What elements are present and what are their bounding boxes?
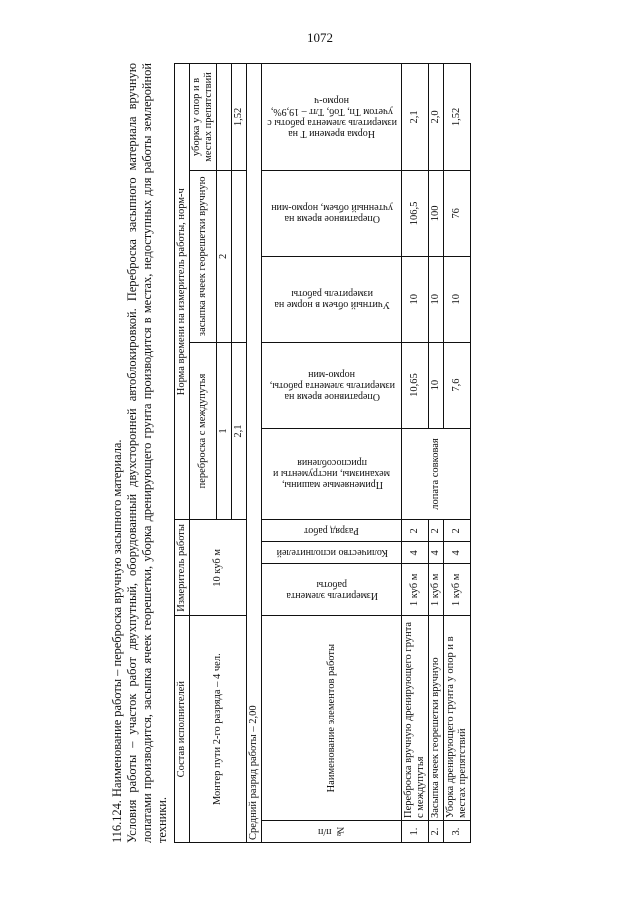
- table-row: [402, 63, 429, 842]
- row-num: 1.: [402, 820, 429, 842]
- bottom-header-row: [262, 63, 402, 842]
- header-unit: Измеритель работы: [175, 519, 190, 615]
- header-count: Количество исполнителей: [262, 541, 402, 563]
- header-tools: Применяемые машины, механизмы, инструменты и приспособления: [262, 428, 402, 520]
- row-vol: 10: [429, 256, 444, 342]
- shared-tool: лопата совковая: [402, 428, 471, 520]
- avg-grade-row: [247, 63, 262, 842]
- section-heading: 116.124. Наименование работы – переброска вручную засыпного материала.: [110, 438, 124, 843]
- avg-grade: Средний разряд работы – 2,00: [247, 63, 262, 842]
- subcol-2: засыпка ячеек георешетки вручную: [190, 170, 217, 342]
- top-header-row: [175, 63, 190, 842]
- page-number: 1072: [307, 30, 333, 45]
- header-norm-t: Норма времени Т на измеритель элемента работы с учетом Тп, Тоб, Тлт – 19,9%, нормо-ч: [262, 63, 402, 170]
- value-1: 2,1: [232, 342, 247, 520]
- row-grade: 2: [402, 519, 429, 541]
- row-name: Переброска вручную дренирующего грунта с междупутья: [402, 615, 429, 820]
- header-norm: Норма времени на измеритель работы, норм-ч: [175, 63, 190, 519]
- subcol-1: переброска с междупутья: [190, 342, 217, 520]
- row-count: 4: [429, 541, 444, 563]
- row-op: 10: [429, 342, 444, 428]
- header-staff: Состав исполнителей: [175, 615, 190, 842]
- unit-cell: 10 куб м: [190, 519, 247, 615]
- header-op-time-norm: Оперативное время на учтенный объем, нормо-мин: [262, 170, 402, 256]
- row-vol: 10: [444, 256, 471, 342]
- row-num: 2.: [429, 820, 444, 842]
- value-3: 1,52: [232, 63, 247, 170]
- row-t: 1,52: [444, 63, 471, 170]
- row-num: 3.: [444, 820, 471, 842]
- row-grade: 2: [444, 519, 471, 541]
- row-opn: 76: [444, 170, 471, 256]
- row-unit: 1 куб м: [429, 563, 444, 615]
- staff-cell: Монтер пути 2-го разряда – 4 чел.: [190, 615, 247, 842]
- header-element-name: Наименование элементов работы: [262, 615, 402, 820]
- rownum-1: 1: [217, 342, 232, 520]
- header-grade: Разряд работ: [262, 519, 402, 541]
- row-opn: 100: [429, 170, 444, 256]
- row-op: 10,65: [402, 342, 429, 428]
- rotated-document-content: [110, 63, 530, 843]
- subcol-3: уборка у опор и в местах препятствий: [190, 63, 217, 170]
- row-opn: 106,5: [402, 170, 429, 256]
- header-op-time: Оперативное время на измеритель элемента работы, нормо-мин: [262, 342, 402, 428]
- row-t: 2,0: [429, 63, 444, 170]
- row-count: 4: [402, 541, 429, 563]
- row-unit: 1 куб м: [402, 563, 429, 615]
- header-element-unit: Измеритель элемента работы: [262, 563, 402, 615]
- row-op: 7,6: [444, 342, 471, 428]
- intro-text: [110, 63, 170, 843]
- row-t: 2,1: [402, 63, 429, 170]
- header-volume: Учитный объем в норме на измеритель работы: [262, 256, 402, 342]
- row-vol: 10: [402, 256, 429, 342]
- row-unit: 1 куб м: [444, 563, 471, 615]
- top-subheader-row: [190, 63, 217, 842]
- rownum-3: [217, 63, 232, 170]
- row-grade: 2: [429, 519, 444, 541]
- rownum-2: 2: [217, 170, 232, 342]
- header-num: № п/п: [262, 820, 402, 842]
- work-conditions: Условия работы – участок работ двухпутный, оборудованный двухсторонней автоблокировкой. Переброска засыпного материала вручную лопатами производится, засыпка ячеек георешетки, уборка дренирующего грунта производится в местах, недоступных для работы землеройной техники.: [125, 62, 169, 843]
- row-name: Уборка дренирующего грунта у опор и в местах препятствий: [444, 615, 471, 820]
- value-2: [232, 170, 247, 342]
- row-count: 4: [444, 541, 471, 563]
- row-name: Засыпка ячеек георешетки вручную: [429, 615, 444, 820]
- norm-table: [174, 63, 471, 843]
